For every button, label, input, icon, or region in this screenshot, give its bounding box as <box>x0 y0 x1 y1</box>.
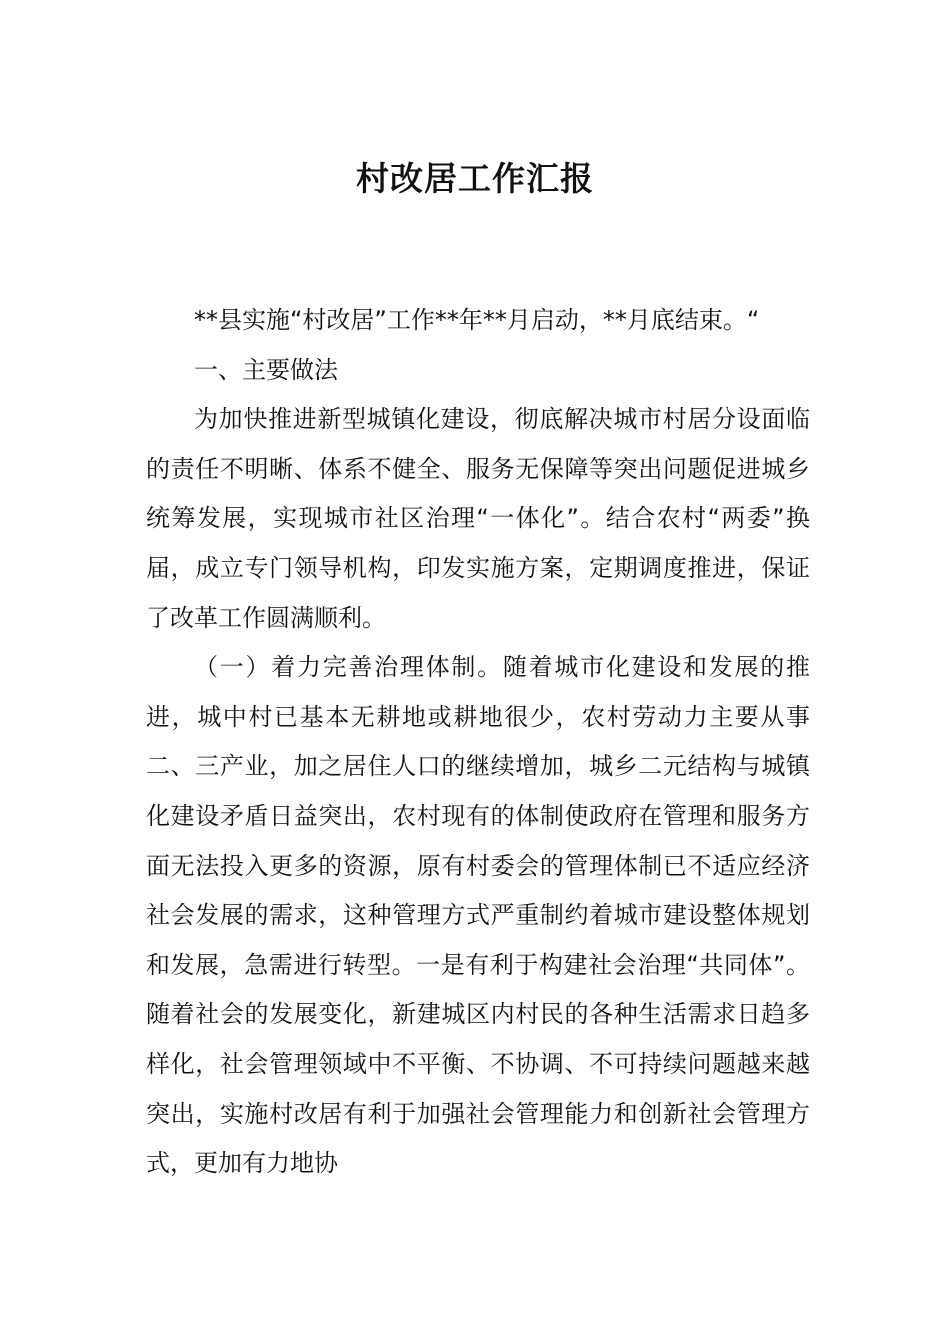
document-body <box>146 296 810 1189</box>
section-heading-main-practices: 一、主要做法 <box>194 355 338 384</box>
paragraph-background: 为加快推进新型城镇化建设，彻底解决城市村居分设面临的责任不明晰、体系不健全、服务无保障等突出问题促进城乡统筹发展，实现城市社区治理“一体化”。结合农村“两委”换届，成立专门领导机构，印发实施方案，定期调度推进，保证了改革工作圆满顺利。 <box>146 405 810 632</box>
paragraph-governance-system: （一）着力完善治理体制。随着城市化建设和发展的推进，城中村已基本无耕地或耕地很少，农村劳动力主要从事二、三产业，加之居住人口的继续增加，城乡二元结构与城镇化建设矛盾日益突出，农村现有的体制使政府在管理和服务方面无法投入更多的资源，原有村委会的管理体制已不适应经济社会发展的需求，这种管理方式严重制约着城市建设整体规划和发展，急需进行转型。一是有利于构建社会治理“共同体”。随着社会的发展变化，新建城区内村民的各种生活需求日趋多样化，社会管理领域中不平衡、不协调、不可持续问题越来越突出，实施村改居有利于加强社会管理能力和创新社会管理方式，更加有力地协 <box>146 653 810 1178</box>
paragraph-intro: **县实施“村改居”工作**年**月启动，**月底结束。“ <box>194 306 760 334</box>
document-title: 村改居工作汇报 <box>356 159 594 198</box>
